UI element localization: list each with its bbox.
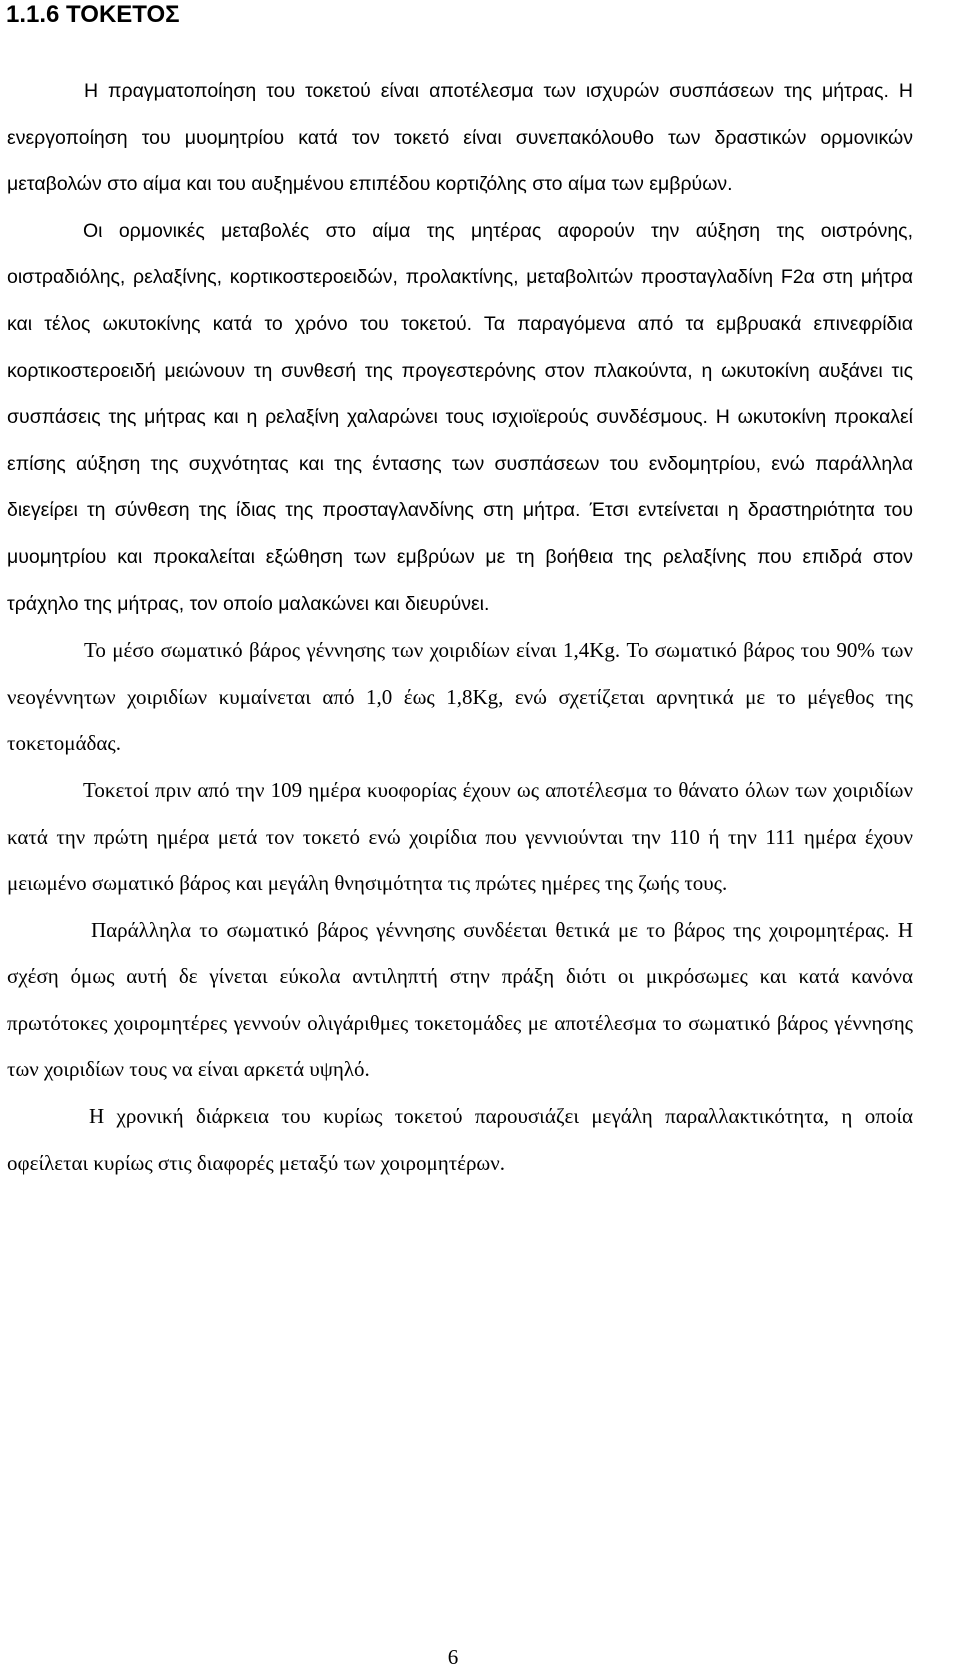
paragraph-contractions: Η πραγματοποίηση του τοκετού είναι αποτέλεσμα των ισχυρών συσπάσεων της μήτρας. Η ενεργοποίηση του μυομητρίου κατά τον τοκετό είναι συνεπακόλουθο των δραστικών ορμονικών μεταβολών στο αίμα και του αυξημένου επιπέδου κορτιζόλης στο αίμα των εμβρύων. <box>7 80 913 196</box>
section-heading: 1.1.6 ΤΟΚΕΤΟΣ <box>6 1 180 28</box>
page-number: 6 <box>447 1645 459 1669</box>
paragraph-birth-weight: Το μέσο σωματικό βάρος γέννησης των χοιριδίων είναι 1,4Kg. Το σωματικό βάρος του 90% των νεογέννητων χοιριδίων κυμαίνεται από 1,0 έως 1,8Kg, ενώ σχετίζεται αρνητικά με το μέγεθος της τοκετομάδας. <box>7 638 913 756</box>
paragraph-premature-births: Τοκετοί πριν από την 109 ημέρα κυοφορίας έχουν ως αποτέλεσμα το θάνατο όλων των χοιριδίων κατά την πρώτη ημέρα μετά τον τοκετό ενώ χοιρίδια που γεννιούνται την 110 ή την 111 ημέρα έχουν μειωμένο σωματικό βάρος και μεγάλη θνησιμότητα τις πρώτες ημέρες της ζωής τους. <box>7 777 913 896</box>
paragraph-labour-duration: Η χρονική διάρκεια του κυρίως τοκετού παρουσιάζει μεγάλη παραλλακτικότητα, η οποία οφείλεται κυρίως στις διαφορές μεταξύ των χοιρομητέρων. <box>7 1104 913 1175</box>
paragraph-hormonal-changes: Οι ορμονικές μεταβολές στο αίμα της μητέρας αφορούν την αύξηση της οιστρόνης, οιστραδιόλης, ρελαξίνης, κορτικοστεροειδών, προλακτίνης, μεταβολιτών προσταγλαδίνη F2α στη μήτρα και τέλος ωκυτοκίνης κατά το χρόνο του τοκετού. Τα παραγόμενα από τα εμβρυακά επινεφρίδια κορτικοστεροειδή μειώνουν τη συνθεσή της προγεστερόνης στον πλακούντα, η ωκυτοκίνη αυξάνει τις συσπάσεις της μήτρας και η ρελαξίνη χαλαρώνει τους ισχιοϊερούς συνδέσμους. Η ωκυτοκίνη προκαλεί επίσης αύξηση της συχνότητας και της έντασης των συσπάσεων του ενδομητρίου, ενώ παράλληλα διεγείρει τη σύνθεση της ίδιας της προσταγλανδίνης στη μήτρα. Έτσι εντείνεται η δραστηριότητα του μυομητρίου και προκαλείται εξώθηση των εμβρύων με τη βοήθεια της ρελαξίνης που επιδρά στον τράχηλο της μήτρας, τον οποίο μαλακώνει και διευρύνει. <box>7 219 913 615</box>
body-text <box>7 68 913 1186</box>
paragraph-sow-weight: Παράλληλα το σωματικό βάρος γέννησης συνδέεται θετικά με το βάρος της χοιρομητέρας. Η σχέση όμως αυτή δε γίνεται εύκολα αντιληπτή στην πράξη διότι οι μικρόσωμες και κατά κανόνα πρωτότοκες χοιρομητέρες γεννούν ολιγάριθμες τοκετομάδες με αποτέλεσμα το σωματικό βάρος γέννησης των χοιριδίων τους να είναι αρκετά υψηλό. <box>7 917 913 1082</box>
